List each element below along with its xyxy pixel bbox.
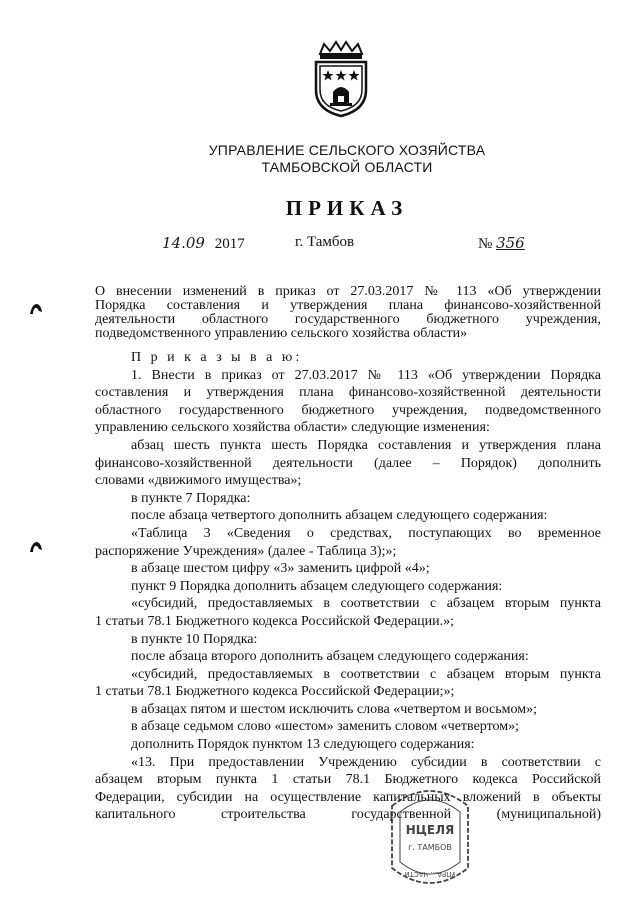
body-line: «Таблица 3 «Сведения о средствах, поступающих во временное	[131, 525, 601, 541]
handwritten-date: 14.09	[162, 234, 205, 252]
document-number	[478, 234, 525, 253]
document-year: 2017	[214, 236, 245, 252]
body-line: в пункте 10 Порядка:	[131, 631, 258, 647]
body-line: в пункте 7 Порядка:	[131, 490, 251, 506]
body-line: Федерации, субсидии на осуществление капитальных вложений в объекты	[95, 789, 601, 805]
body-line: после абзаца второго дополнить абзацем следующего содержания:	[131, 649, 529, 665]
hole-punch-mark	[29, 302, 43, 316]
body-line: в абзаце шестом цифру «3» заменить цифрой «4»;	[131, 561, 430, 577]
body-line: «субсидий, предоставляемых в соответствии с абзацем вторым пункта	[131, 596, 601, 612]
organization-name-line1: УПРАВЛЕНИЕ СЕЛЬСКОГО ХОЗЯЙСТВА	[208, 142, 486, 158]
subject-line: подведомственного управлению сельского хозяйства области»	[95, 327, 468, 341]
body-line: «13. При предоставлении Учреждению субсидии в соответствии с	[131, 754, 601, 770]
number-prefix: №	[478, 236, 493, 252]
body-line: «субсидий, предоставляемых в соответствии с абзацем вторым пункта	[131, 666, 601, 682]
subject-line: деятельности областного государственного бюджетного учреждения,	[95, 313, 601, 327]
body-line: после абзаца четвертого дополнить абзацем следующего содержания:	[131, 508, 548, 524]
body-line: абзац шесть пункта шесть Порядка составления и утверждения плана	[131, 437, 601, 453]
coat-of-arms-emblem	[308, 40, 374, 118]
body-line: пункт 9 Порядка дополнить абзацем следующего содержания:	[131, 578, 503, 594]
body-line: 1 статьи 78.1 Бюджетного кодекса Российской Федерации.»;	[95, 613, 455, 629]
document-date	[162, 234, 245, 253]
hole-punch-mark	[29, 540, 43, 554]
subject-line: Порядка составления и утверждения плана финансово-хозяйственной	[95, 299, 601, 313]
body-line: областного государственного бюджетного учреждения, подведомственного	[95, 402, 601, 418]
body-line: управлению сельского хозяйства области» следующие изменения:	[95, 420, 490, 436]
official-stamp	[384, 776, 476, 898]
body-line: финансово-хозяйственной деятельности (далее – Порядок) дополнить	[95, 455, 601, 471]
handwritten-number: 356	[496, 234, 525, 252]
order-directive: П р и к а з ы в а ю:	[131, 350, 303, 365]
body-line: в абзацах пятом и шестом исключить слова «четвертом и восьмом»;	[131, 701, 537, 717]
stamp-text-main: НЦЕЛЯ	[405, 823, 455, 837]
body-line: 1 статьи 78.1 Бюджетного кодекса Российской Федерации;»;	[95, 684, 455, 700]
order-subject	[95, 285, 601, 341]
stamp-text-arc: УПРА... ЧАСТИ	[404, 870, 456, 878]
body-line: составления и утверждения плана финансово-хозяйственной деятельности	[95, 385, 601, 401]
body-line: распоряжение Учреждения» (далее - Таблица 3);»;	[95, 543, 397, 559]
order-body	[95, 349, 601, 824]
body-line: капитального строительства государственной (муниципальной)	[95, 807, 601, 823]
document-title: ПРИКАЗ	[285, 196, 409, 220]
body-line: дополнить Порядок пунктом 13 следующего содержания:	[131, 737, 475, 753]
stamp-text-city: г. ТАМБОВ	[408, 843, 452, 852]
organization-name-line2: ТАМБОВСКОЙ ОБЛАСТИ	[261, 159, 433, 175]
body-line: словами «движимого имущества»;	[95, 473, 302, 489]
body-line: 1. Внести в приказ от 27.03.2017 № 113 «Об утверждении Порядка	[131, 367, 601, 383]
document-city: г. Тамбов	[295, 234, 355, 250]
body-line: в абзаце седьмом слово «шестом» заменить словом «четвертом»;	[131, 719, 520, 735]
body-line: абзацем вторым пункта 1 статьи 78.1 Бюджетного кодекса Российской	[95, 772, 601, 788]
subject-line: О внесении изменений в приказ от 27.03.2017 № 113 «Об утверждении	[95, 285, 601, 299]
